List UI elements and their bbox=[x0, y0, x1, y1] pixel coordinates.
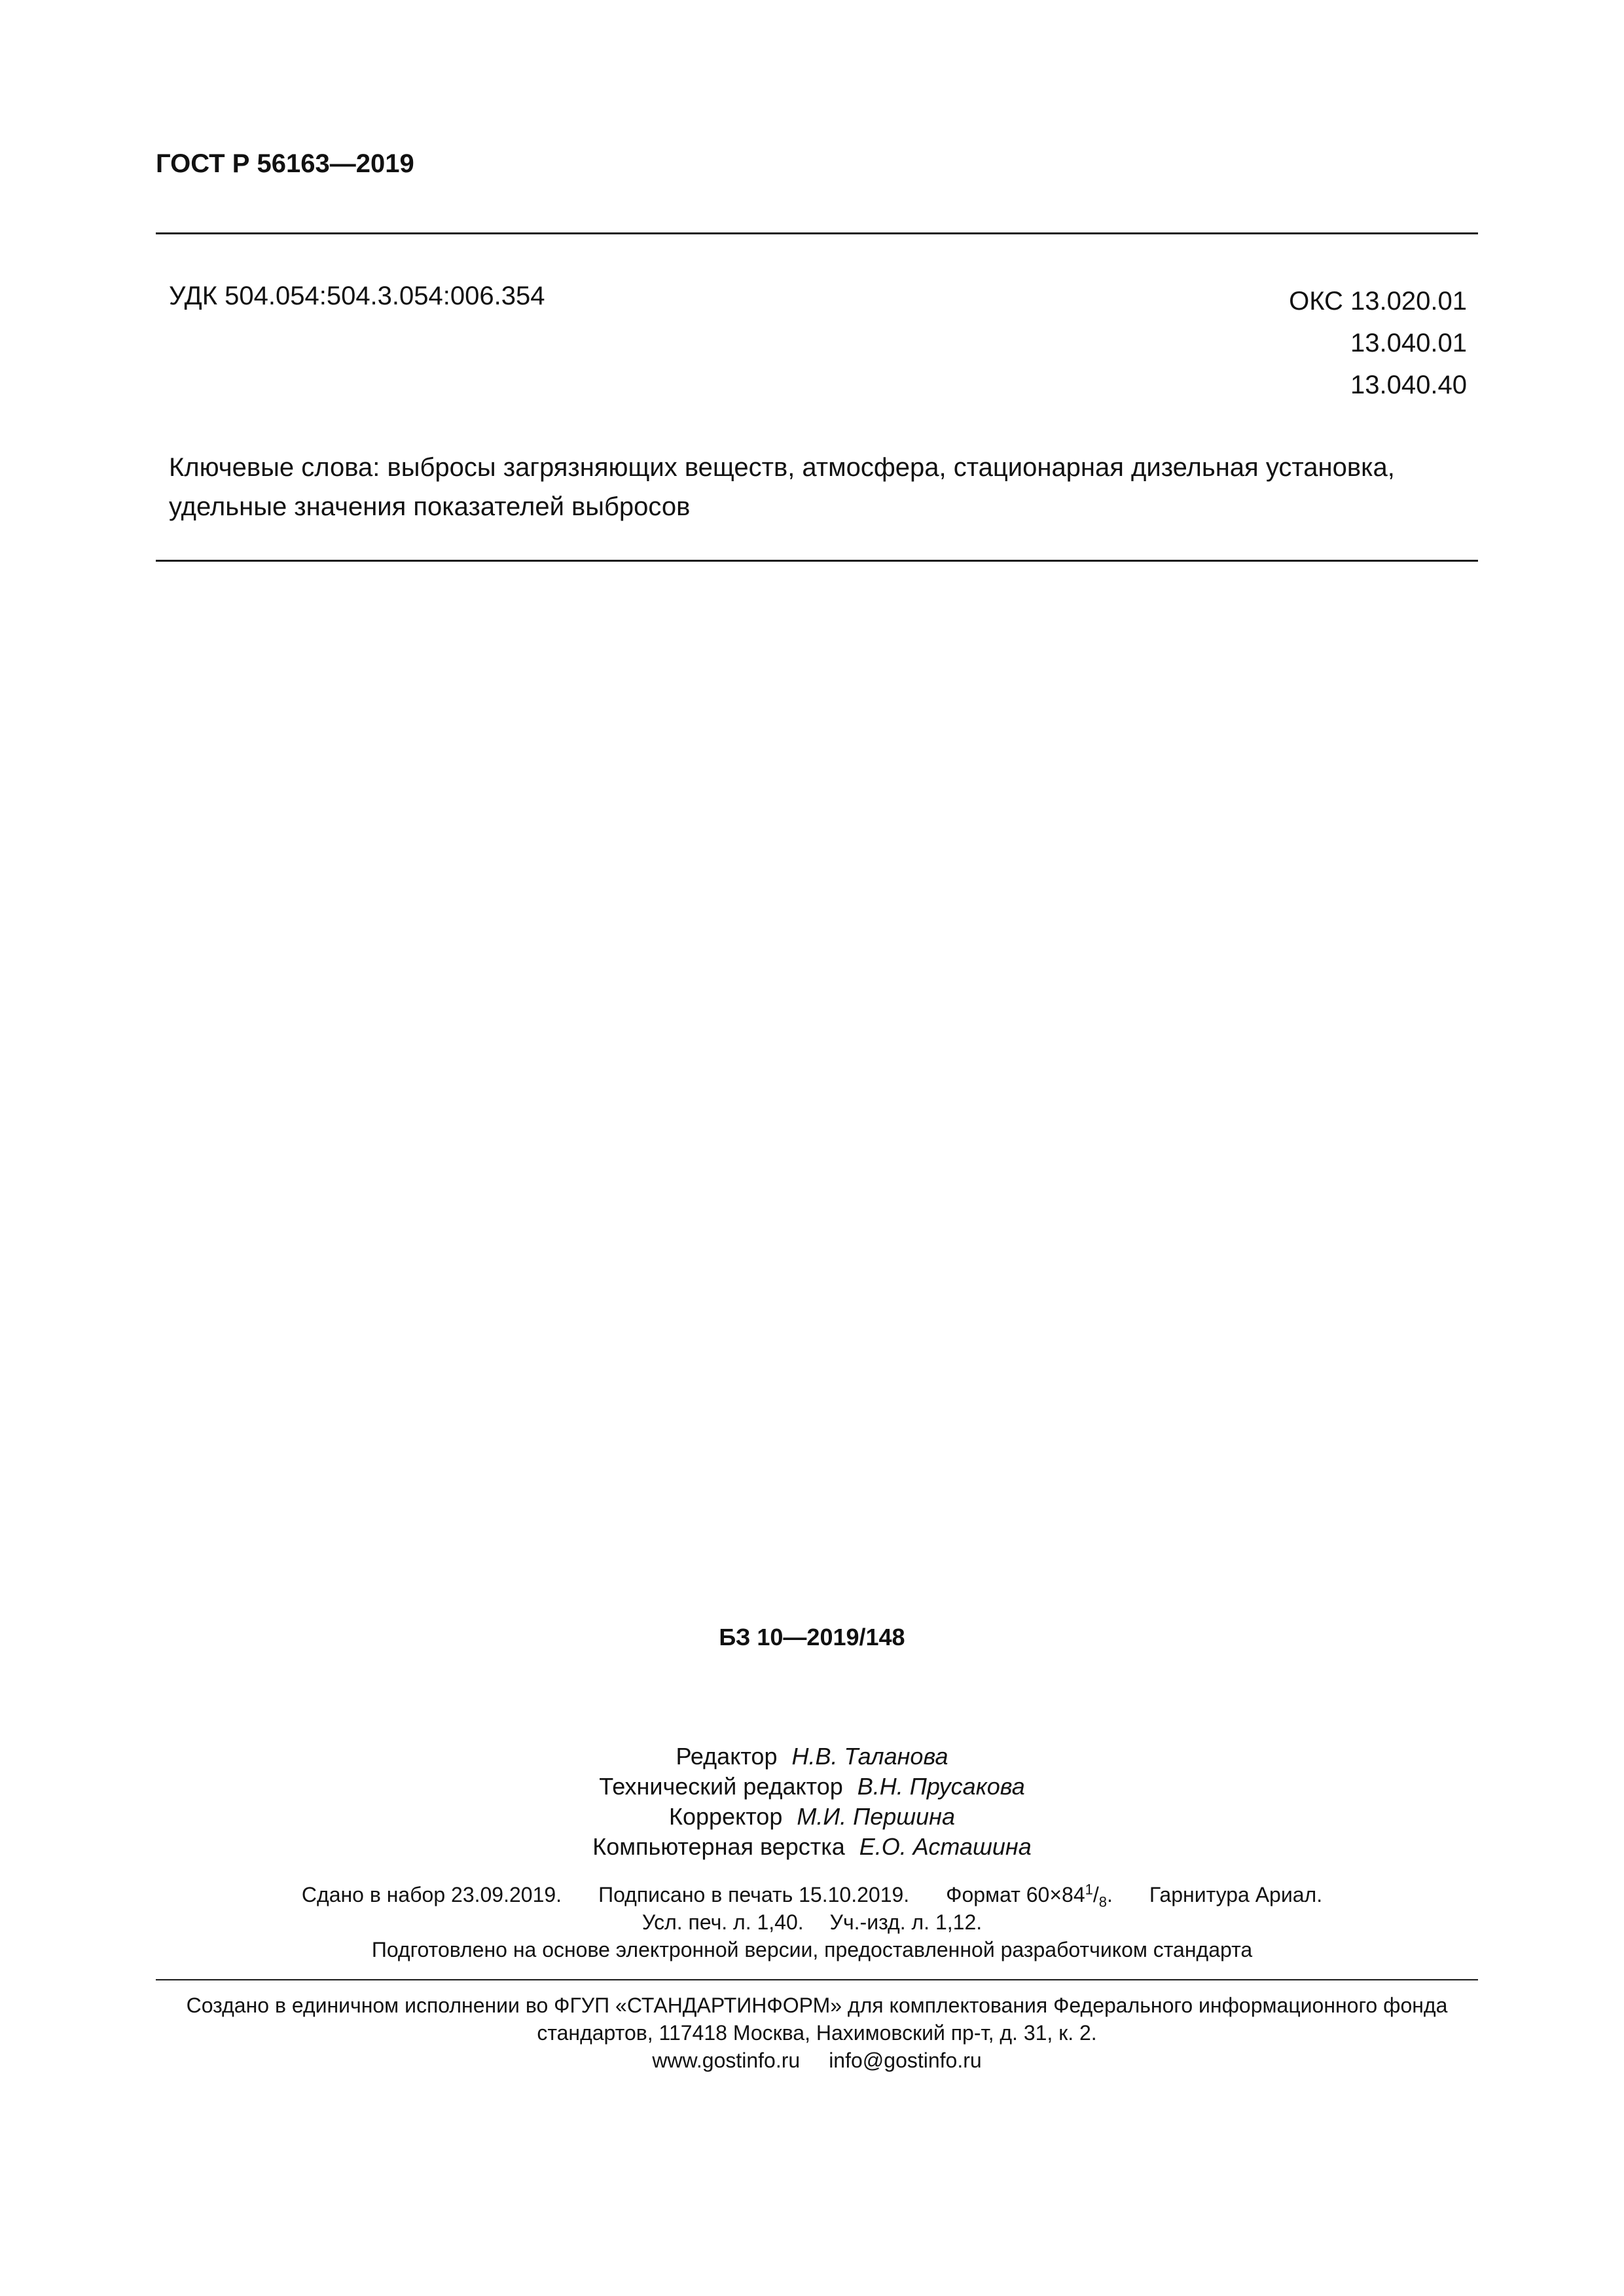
staff-line bbox=[0, 1772, 1624, 1802]
submitted-date: Сдано в набор 23.09.2019. bbox=[301, 1883, 562, 1906]
paper-format: Формат $60\times 84^1/_8$. bbox=[946, 1881, 1113, 1910]
email-link[interactable]: info@gostinfo.ru bbox=[829, 2049, 982, 2072]
top-divider bbox=[156, 232, 1478, 234]
staff-role: Редактор bbox=[676, 1743, 778, 1770]
staff-line bbox=[0, 1802, 1624, 1832]
publisher-info bbox=[156, 1992, 1478, 2074]
publisher-divider bbox=[156, 1979, 1478, 1980]
staff-name: М.И. Першина bbox=[797, 1803, 955, 1830]
keywords-paragraph: Ключевые слова: выбросы загрязняющих веществ, атмосфера, стационарная дизельная установка, удельные значения показателей выбросов bbox=[169, 453, 1395, 521]
staff-role: Технический редактор bbox=[599, 1773, 843, 1800]
staff-line bbox=[0, 1832, 1624, 1862]
signed-date: Подписано в печать 15.10.2019. bbox=[598, 1883, 910, 1906]
oks-code-line: 13.040.01 bbox=[1350, 329, 1467, 357]
print-info-line bbox=[0, 1881, 1624, 1910]
oks-codes bbox=[1289, 280, 1467, 406]
keywords-divider bbox=[156, 560, 1478, 562]
prepared-note: Подготовлено на основе электронной версии, предоставленной разработчиком стандарта bbox=[371, 1938, 1253, 1961]
publisher-sheets: Уч.-изд. л. 1,12. bbox=[829, 1910, 983, 1934]
staff-name: В.Н. Прусакова bbox=[857, 1773, 1025, 1800]
bz-number: БЗ 10—2019/148 bbox=[719, 1624, 905, 1650]
publisher-contacts bbox=[156, 2047, 1478, 2074]
typeface: Гарнитура Ариал. bbox=[1149, 1883, 1323, 1906]
website-link[interactable]: www.gostinfo.ru bbox=[652, 2049, 801, 2072]
staff-role: Компьютерная верстка bbox=[592, 1833, 845, 1860]
editorial-staff bbox=[0, 1741, 1624, 1862]
document-code: ГОСТ Р 56163—2019 bbox=[156, 149, 414, 178]
oks-code-line: ОКС 13.020.01 bbox=[1289, 287, 1467, 316]
print-sheets: Усл. печ. л. 1,40. bbox=[641, 1910, 804, 1934]
udk-code: УДК 504.054:504.3.054:006.354 bbox=[169, 282, 545, 310]
staff-name: Н.В. Таланова bbox=[791, 1743, 948, 1770]
print-sheets-line bbox=[0, 1910, 1624, 1935]
publisher-line: стандартов, 117418 Москва, Нахимовский пр-т, д. 31, к. 2. bbox=[537, 2021, 1097, 2045]
staff-role: Корректор bbox=[669, 1803, 783, 1830]
oks-code-line: 13.040.40 bbox=[1350, 371, 1467, 399]
staff-name: Е.О. Асташина bbox=[859, 1833, 1032, 1860]
publisher-line: Создано в единичном исполнении во ФГУП «СТАНДАРТИНФОРМ» для комплектования Федерального информационного фонда bbox=[186, 1994, 1448, 2017]
staff-line bbox=[0, 1741, 1624, 1772]
